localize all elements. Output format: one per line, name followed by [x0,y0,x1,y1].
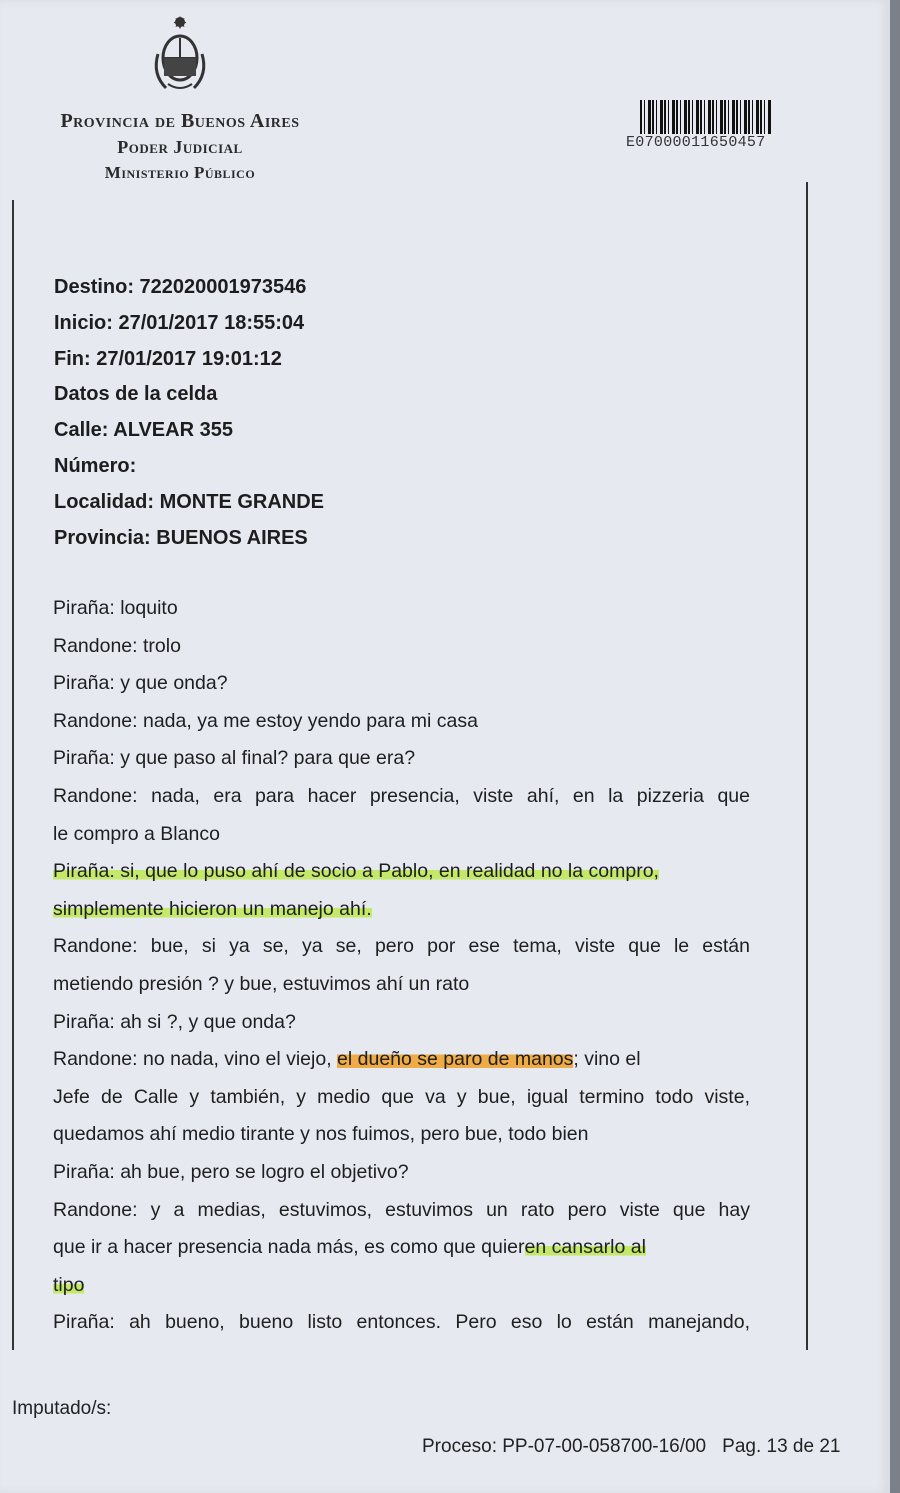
footer-proceso-line [422,1436,840,1458]
frame-left-line [12,200,14,1350]
highlight-green: simplemente hicieron un manejo ahí. [53,897,372,920]
footer-page-number: Pag. 13 de 21 [722,1436,841,1457]
highlight-orange: el dueño se paro de manos [337,1048,574,1071]
barcode-icon [640,100,772,134]
meta-destino: Destino: 722020001973546 [54,276,307,298]
transcript-line: Randone: bue, si ya se, ya se, pero por ese tema, viste que le están [53,935,750,958]
footer-imputado: Imputado/s: [12,1398,112,1419]
transcript-line: le compro a Blanco [53,822,220,845]
transcript-line [53,1229,750,1267]
transcript-line-highlighted [53,1267,750,1305]
footer-proceso: Proceso: PP-07-00-058700-16/00 [422,1436,707,1457]
barcode-number: E07000011650457 [626,134,766,151]
meta-cell-data: Datos de la celda [54,383,218,406]
highlight-green: Piraña: si, que lo puso ahí de socio a Pablo, en realidad no la compro, [53,860,659,883]
transcript-line: metiendo presión ? y bue, estuvimos ahí un rato [53,972,470,995]
highlight-green: tipo [53,1273,85,1296]
page-edge-shadow [890,0,900,1493]
transcript-line: quedamos ahí medio tirante y nos fuimos, pero bue, todo bien [53,1123,589,1146]
transcript-line: Piraña: ah bue, pero se logro el objetivo? [53,1160,409,1183]
transcript-line: Randone: y a medias, estuvimos, estuvimos un rato pero viste que hay [53,1198,750,1221]
institution-header [30,108,330,186]
header-judicial-power: Poder Judicial [117,137,243,157]
transcript-segment: que ir a hacer presencia nada más, es como que quier [53,1236,525,1259]
transcript [53,590,750,1342]
transcript-line: Randone: nada, ya me estoy yendo para mi casa [53,709,478,732]
transcript-segment: Randone: no nada, vino el viejo, [53,1048,338,1071]
frame-right-line [806,182,808,1350]
transcript-line: Piraña: y que onda? [53,672,228,695]
meta-provincia: Provincia: BUENOS AIRES [54,526,308,549]
meta-numero: Número: [54,454,137,477]
transcript-line: Piraña: loquito [53,597,178,619]
header-public-ministry: Ministerio Público [104,163,256,182]
transcript-line: Piraña: ah bueno, bueno listo entonces. Pero eso lo están manejando, [53,1311,750,1334]
meta-fin: Fin: 27/01/2017 19:01:12 [54,347,282,370]
meta-inicio: Inicio: 27/01/2017 18:55:04 [54,311,305,334]
call-metadata [54,270,754,556]
highlight-green: en cansarlo al [524,1236,646,1259]
transcript-line: Randone: trolo [53,634,181,657]
transcript-line: Randone: nada, era para hacer presencia, viste ahí, en la pizzeria que [53,784,750,807]
transcript-line: Jefe de Calle y también, y medio que va y bue, igual termino todo viste, [53,1085,750,1108]
transcript-segment: ; vino el [573,1048,641,1071]
transcript-line: Piraña: ah si ?, y que onda? [53,1010,296,1033]
meta-localidad: Localidad: MONTE GRANDE [54,490,325,513]
transcript-line-highlighted [53,891,750,929]
meta-calle: Calle: ALVEAR 355 [54,419,233,442]
transcript-line [53,1041,750,1079]
transcript-line-highlighted [53,853,750,891]
transcript-line: Piraña: y que paso al final? para que era? [53,747,416,770]
header-province: Provincia de Buenos Aires [60,110,300,132]
coat-of-arms-icon [150,14,210,94]
